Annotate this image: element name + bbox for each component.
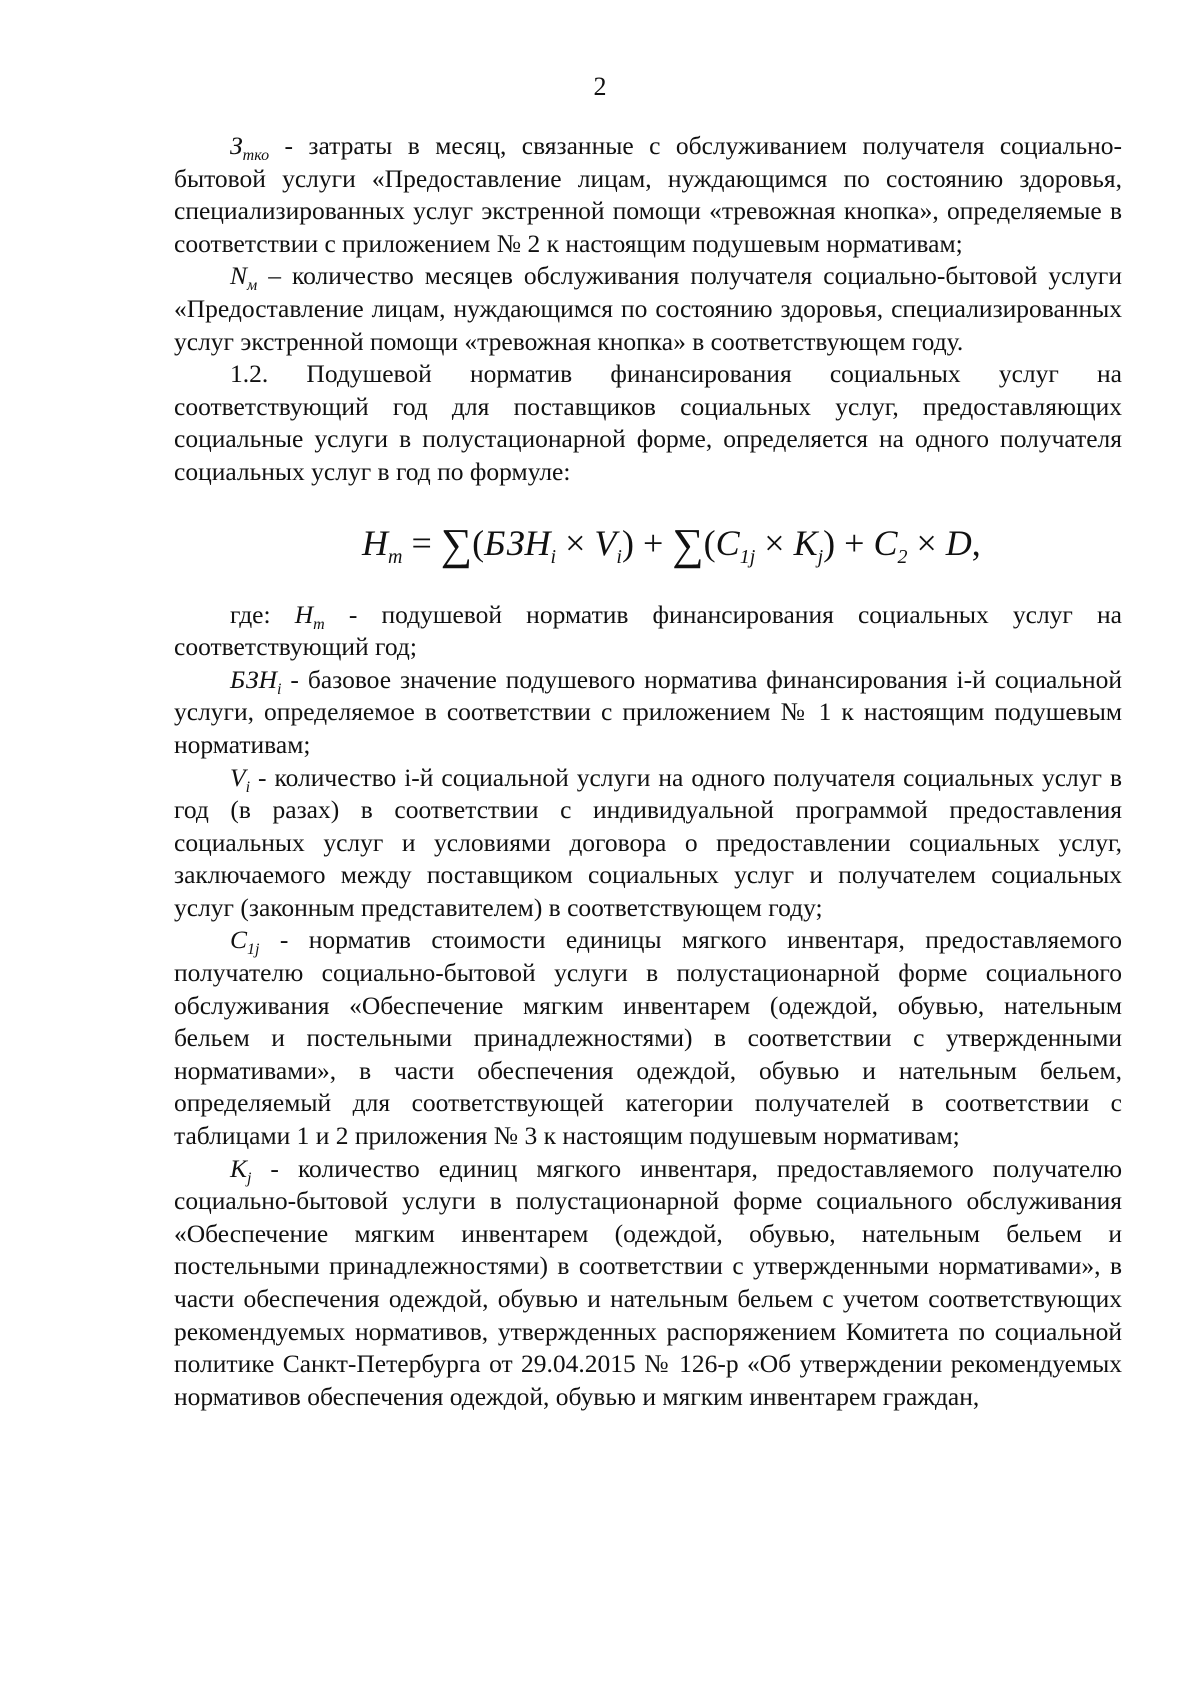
paragraph-h-m — [174, 599, 1122, 664]
formula-d: D — [945, 522, 972, 563]
paragraph-text: - подушевой норматив финансирования социальных услуг на соответствующий год; — [174, 599, 1122, 662]
formula-symbol: БЗН — [484, 522, 551, 563]
formula-times: × — [907, 522, 946, 563]
formula-expression — [362, 519, 981, 569]
symbol-v-i — [230, 762, 251, 796]
symbol-subscript: 1j — [247, 941, 260, 959]
paragraph-n-m — [174, 260, 1122, 358]
symbol-n-m — [230, 261, 258, 295]
paragraph-prefix: где: — [230, 599, 295, 629]
formula-symbol: H — [362, 522, 388, 563]
symbol-subscript: i — [245, 778, 251, 796]
paragraph-text: - базовое значение подушевого норматива финансирования i-й социальной услуги, определяемое в соответствии с приложением № 1 к настоящим подушевым нормативам; — [174, 664, 1122, 759]
symbol-base: Н — [294, 599, 314, 629]
formula-hm — [174, 499, 1122, 595]
symbol-bzn-i — [230, 664, 282, 698]
paragraph-1-2: 1.2. Подушевой норматив финансирования социальных услуг на соответствующий год для поставщиков социальных услуг, предоставляющих социальные услуги в полустационарной форме, определяется на одного получателя социальных услуг в год по формуле: — [174, 359, 1122, 486]
paragraph-z-tko — [174, 130, 1122, 260]
formula-symbol: V — [594, 522, 617, 563]
page-number: 2 — [593, 72, 607, 101]
formula-end: , — [971, 522, 981, 563]
formula-v — [594, 522, 622, 568]
formula-equals: = — [402, 522, 441, 563]
formula-symbol: K — [793, 522, 818, 563]
formula-paren: ) — [621, 522, 634, 563]
formula-subscript: 1j — [739, 545, 756, 568]
formula-subscript: i — [550, 545, 557, 568]
symbol-subscript: m — [313, 615, 325, 633]
formula-subscript: j — [817, 545, 824, 568]
symbol-h-m — [294, 599, 325, 633]
paragraph-text: - норматив стоимости единицы мягкого инвентаря, предоставляемого получателю социально-бытовой услуги в полустационарной форме социального обслуживания «Обеспечение мягким инвентарем (одеждой, обувью, нательным бельем и постельными принадлежностями) в соответствии с утвержденными нормативами», в части обеспечения одеждой, обувью и нательным бельем, определяемый для соответствующей категории получателей в соответствии с таблицами 1 и 2 приложения № 3 к настоящим подушевым нормативам; — [174, 925, 1122, 1151]
symbol-base: К — [230, 1153, 247, 1183]
symbol-subscript: j — [246, 1169, 252, 1187]
formula-symbol: C — [873, 522, 898, 563]
symbol-base: N — [230, 261, 248, 291]
symbol-subscript: i — [277, 680, 282, 698]
symbol-base: V — [230, 762, 246, 792]
paragraph-text: – количество месяцев обслуживания получателя социально-бытовой услуги «Предоставление лицам, нуждающимся по состоянию здоровья, специализированных услуг экстренной помощи «тревожная кнопка» в соответствующем году. — [174, 261, 1122, 356]
formula-lhs — [362, 522, 403, 568]
symbol-k-j — [230, 1153, 252, 1187]
paragraph-bzn-i — [174, 664, 1122, 762]
formula-plus: + — [633, 522, 673, 563]
formula-times: × — [755, 522, 794, 563]
paragraph-text: - количество единиц мягкого инвентаря, предоставляемого получателю социально-бытовой услуги в полустационарной форме социального обслуживания «Обеспечение мягким инвентарем (одеждой, обувью, нательным бельем и постельными принадлежностями) в соответствии с утвержденными нормативами», в части обеспечения одеждой, обувью и нательным бельем с учетом соответствующих рекомендуемых нормативов, утвержденных распоряжением Комитета по социальной политике Санкт-Петербурга от 29.04.2015 № 126-р «Об утверждении рекомендуемых нормативов обеспечения одеждой, обувью и мягким инвентарем граждан, — [174, 1153, 1122, 1411]
paragraph-k-j — [174, 1153, 1122, 1414]
formula-times: × — [556, 522, 595, 563]
sum-symbol: ∑ — [440, 519, 473, 569]
document-body — [174, 130, 1122, 1413]
paragraph-c-1j — [174, 924, 1122, 1152]
formula-paren: ) — [823, 522, 836, 563]
symbol-subscript: м — [247, 277, 258, 295]
symbol-z-tko — [230, 131, 270, 165]
paragraph-v-i — [174, 762, 1122, 925]
formula-paren: ( — [472, 522, 485, 563]
formula-subscript: i — [616, 545, 622, 568]
formula-bzn — [484, 522, 557, 568]
symbol-subscript: тко — [242, 147, 270, 165]
paragraph-text: - затраты в месяц, связанные с обслуживанием получателя социально-бытовой услуги «Предоставление лицам, нуждающимся по состоянию здоровья, специализированных услуг экстренной помощи «тревожная кнопка», определяемые в соответствии с приложением № 2 к настоящим подушевым нормативам; — [174, 131, 1122, 258]
symbol-base: БЗН — [230, 664, 278, 694]
formula-subscript: 2 — [897, 545, 908, 568]
formula-c1j — [715, 522, 756, 568]
symbol-base: З — [230, 131, 243, 160]
formula-plus: + — [835, 522, 874, 563]
formula-symbol: C — [715, 522, 740, 563]
sum-symbol: ∑ — [672, 519, 704, 569]
formula-subscript: m — [388, 545, 403, 568]
symbol-base: С — [230, 925, 248, 955]
formula-c2 — [873, 522, 908, 568]
formula-kj — [793, 522, 824, 568]
formula-paren: ( — [703, 522, 716, 563]
symbol-c-1j — [230, 925, 260, 959]
paragraph-text: - количество i-й социальной услуги на одного получателя социальных услуг в год (в разах) в соответствии с индивидуальной программой предоставления социальных услуг и условиями договора о предоставлении социальных услуг, заключаемого между поставщиком социальных услуг и получателем социальных услуг (законным представителем) в соответствующем году; — [174, 762, 1122, 922]
